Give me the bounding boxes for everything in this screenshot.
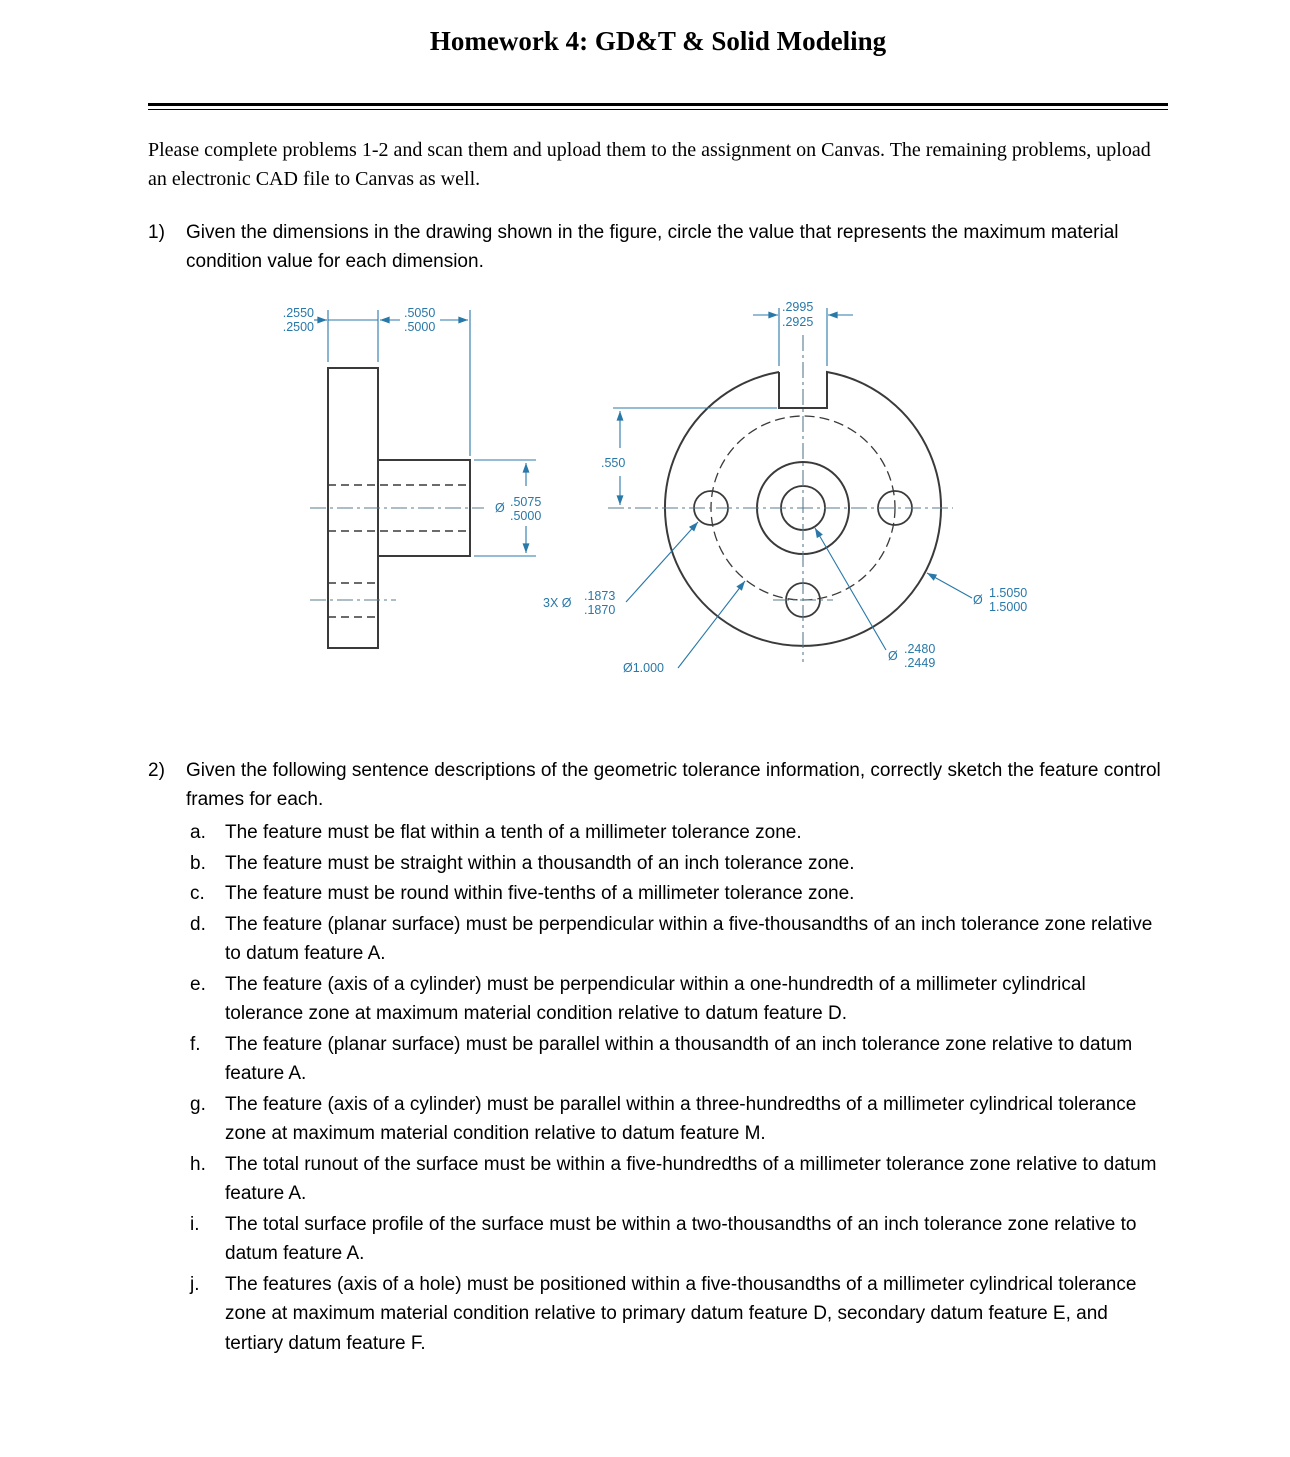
side-view: [310, 368, 484, 648]
dim-hub-diameter-lower: .5000: [510, 509, 542, 523]
drawing-svg: [268, 280, 1058, 730]
dim-outer-diameter-upper: 1.5050: [989, 586, 1028, 600]
dim-hub-length-upper: .5050: [404, 306, 436, 320]
problem-2-items: [190, 818, 1168, 1358]
item-letter: g.: [190, 1093, 206, 1115]
dim-slot-width-lower: .2925: [782, 315, 814, 329]
item-letter: h.: [190, 1153, 206, 1175]
dim-outer-diameter-symbol: Ø: [973, 593, 983, 607]
item-letter: f.: [190, 1033, 201, 1055]
side-view-centerlines: [310, 508, 484, 600]
dim-bolt-holes-lower: .1870: [584, 603, 616, 617]
item-text: The feature must be flat within a tenth of a millimeter tolerance zone.: [225, 822, 802, 843]
list-item-b: [190, 849, 1168, 879]
front-view: [608, 335, 953, 662]
item-text: The feature must be straight within a thousandth of an inch tolerance zone.: [225, 852, 855, 874]
dim-plate-width-lower: .2500: [282, 320, 314, 334]
item-text: The feature (axis of a cylinder) must be perpendicular within a one-hundredth of a millimeter cylindrical tolerance zone at maximum material condition relative to datum feature D.: [225, 973, 1086, 1024]
technical-drawing: [148, 280, 1168, 732]
problem-1-text: Given the dimensions in the drawing shown in the figure, circle the value that represents the maximum material condition value for each dimension.: [186, 222, 1119, 272]
item-text: The total surface profile of the surface must be within a two-thousandths of an inch tolerance zone relative to datum feature A.: [225, 1213, 1137, 1264]
item-text: The feature must be round within five-tenths of a millimeter tolerance zone.: [225, 883, 855, 904]
dim-center-hole-lower: .2449: [904, 656, 936, 670]
list-item-i: [190, 1210, 1168, 1269]
problem-2-number: 2): [148, 760, 165, 781]
dim-center-hole-upper: .2480: [904, 642, 936, 656]
item-text: The feature (axis of a cylinder) must be parallel within a three-hundredths of a millimeter cylindrical tolerance zone at maximum material condition relative to datum feature M.: [225, 1093, 1137, 1144]
dim-slot-depth-offset: .550: [601, 456, 626, 470]
dim-slot-width-upper: .2995: [782, 300, 814, 314]
problem-2-text: Given the following sentence descriptions of the geometric tolerance information, correctly sketch the feature control frames for each.: [186, 760, 1161, 810]
list-item-f: [190, 1030, 1168, 1089]
intro-paragraph: Please complete problems 1-2 and scan them and upload them to the assignment on Canvas. The remaining problems, upload an electronic CAD file to Canvas as well.: [148, 139, 1151, 190]
dim-hub-diameter-upper: .5075: [510, 495, 542, 509]
problem-1: [148, 218, 1168, 276]
title-divider: [148, 103, 1168, 110]
item-letter: c.: [190, 883, 205, 904]
dim-hub-length-lower: .5000: [404, 320, 436, 334]
dim-bolt-circle: Ø1.000: [623, 661, 665, 675]
problem-2: [148, 756, 1168, 814]
item-letter: e.: [190, 973, 206, 995]
front-view-centerlines: [608, 335, 953, 662]
list-item-d: [190, 910, 1168, 969]
side-view-dimension-lines: [314, 310, 536, 556]
item-text: The features (axis of a hole) must be positioned within a five-thousandths of a millimeter cylindrical tolerance zone at maximum material condition relative to primary datum feature D, secondary datum feature E, and tertiary datum feature F.: [225, 1273, 1137, 1354]
list-item-g: [190, 1090, 1168, 1149]
side-view-hidden-lines: [328, 485, 470, 617]
list-item-c: [190, 879, 1168, 909]
list-item-h: [190, 1150, 1168, 1209]
list-item-e: [190, 970, 1168, 1029]
dim-bolt-holes-prefix: 3X Ø: [543, 596, 572, 610]
side-view-dimension-text: [283, 306, 542, 523]
item-letter: a.: [190, 822, 206, 843]
front-view-dimension-text: [543, 300, 1027, 675]
item-letter: i.: [190, 1213, 200, 1235]
item-letter: j.: [190, 1273, 200, 1295]
problem-1-number: 1): [148, 222, 165, 243]
page-title: Homework 4: GD&T & Solid Modeling: [429, 26, 887, 56]
item-letter: d.: [190, 913, 206, 935]
item-letter: b.: [190, 852, 206, 874]
dim-center-hole-symbol: Ø: [888, 649, 898, 663]
list-item-a: [190, 818, 1168, 848]
dim-plate-width-upper: .2550: [282, 306, 314, 320]
dim-bolt-holes-upper: .1873: [584, 589, 616, 603]
item-text: The total runout of the surface must be within a five-hundredths of a millimeter tolerance zone relative to datum feature A.: [225, 1153, 1157, 1204]
dim-outer-diameter-lower: 1.5000: [989, 600, 1028, 614]
item-text: The feature (planar surface) must be perpendicular within a five-thousandths of an inch tolerance zone relative to datum feature A.: [225, 913, 1153, 964]
dim-hub-diameter-symbol: Ø: [495, 501, 505, 515]
item-text: The feature (planar surface) must be parallel within a thousandth of an inch tolerance zone relative to datum feature A.: [225, 1033, 1133, 1084]
list-item-j: [190, 1270, 1168, 1359]
